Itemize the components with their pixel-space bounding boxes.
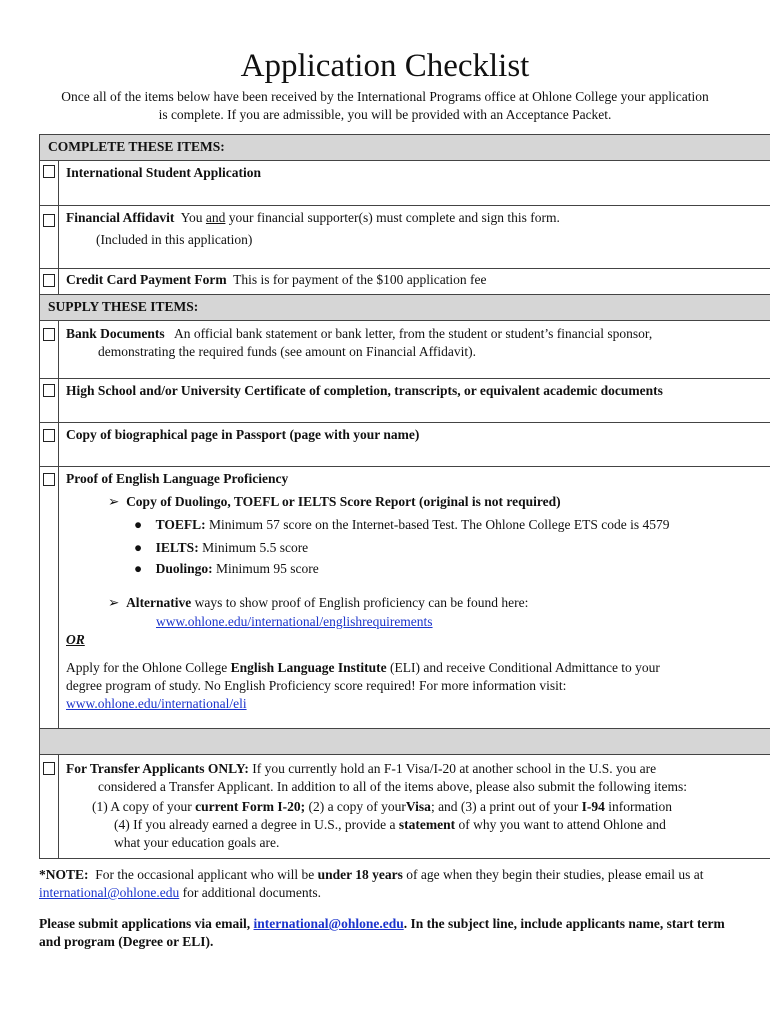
score-label: TOEFL: bbox=[155, 517, 206, 532]
email-link[interactable]: international@ohlone.edu bbox=[39, 885, 180, 900]
item-label: Bank Documents bbox=[66, 326, 165, 341]
item-passport bbox=[40, 423, 770, 467]
item-bank-documents bbox=[40, 321, 770, 379]
item-label: Copy of biographical page in Passport (page with your name) bbox=[66, 427, 420, 442]
item-text: (ELI) and receive Conditional Admittance to your bbox=[390, 660, 660, 675]
item-label: For Transfer Applicants ONLY: bbox=[66, 761, 249, 776]
english-requirements-link[interactable]: www.ohlone.edu/international/englishrequirements bbox=[156, 614, 433, 629]
item-label: International Student Application bbox=[66, 165, 262, 180]
item-subtext: (Included in this application) bbox=[96, 232, 253, 247]
item-text: ways to show proof of English proficiency can be found here: bbox=[194, 595, 529, 610]
spacer-row bbox=[40, 729, 770, 755]
item-text: You bbox=[180, 210, 203, 225]
score-label: Duolingo: bbox=[155, 561, 213, 576]
checkbox-international-application[interactable] bbox=[43, 165, 55, 178]
section-supply-header: SUPPLY THESE ITEMS: bbox=[40, 295, 770, 321]
under-18-note: *NOTE: For the occasional applicant who will be under 18 years of age when they begin their studies, please email us at international@ohlone.edu for additional documents. bbox=[39, 867, 704, 900]
bullet-icon: ● bbox=[134, 561, 143, 576]
checkbox-academic-documents[interactable] bbox=[43, 384, 55, 397]
eli-link[interactable]: www.ohlone.edu/international/eli bbox=[66, 696, 247, 711]
item-financial-affidavit bbox=[40, 206, 770, 269]
bullet-icon: ● bbox=[134, 517, 143, 532]
item-text: English Language Institute bbox=[230, 660, 387, 675]
item-transfer-applicants bbox=[40, 755, 770, 858]
arrow-bullet-icon: ➢ bbox=[108, 595, 120, 610]
submission-instructions: Please submit applications via email, international@ohlone.edu. In the subject line, include applicants name, start term and program (Degree or ELI). bbox=[39, 916, 725, 949]
checkbox-credit-card[interactable] bbox=[43, 274, 55, 287]
checkbox-bank-documents[interactable] bbox=[43, 328, 55, 341]
section-complete-header: COMPLETE THESE ITEMS: bbox=[40, 135, 770, 161]
item-text: demonstrating the required funds (see amount on Financial Affidavit). bbox=[98, 344, 477, 359]
item-label: Proof of English Language Proficiency bbox=[66, 471, 289, 486]
item-text: degree program of study. No English Proficiency score required! For more information visit: bbox=[66, 678, 567, 693]
score-label: IELTS: bbox=[155, 540, 199, 555]
submit-email-link[interactable]: international@ohlone.edu bbox=[253, 916, 404, 931]
transfer-list-item: (4) If you already earned a degree in U.S., provide a statement of why you want to attend Ohlone and bbox=[114, 817, 666, 832]
or-label: OR bbox=[66, 632, 85, 647]
checkbox-passport[interactable] bbox=[43, 429, 55, 442]
item-academic-documents bbox=[40, 379, 770, 423]
bullet-ielts bbox=[134, 539, 764, 557]
score-text: Minimum 95 score bbox=[216, 561, 319, 576]
item-credit-card bbox=[40, 269, 770, 295]
checkbox-english-proficiency[interactable] bbox=[43, 473, 55, 486]
transfer-list-item: what your education goals are. bbox=[114, 835, 280, 850]
intro-text: Once all of the items below have been received by the International Programs office at Ohlone College your application is complete. If you are admissible, you will be provided with an Acceptance Packet. bbox=[61, 89, 709, 122]
item-label: Credit Card Payment Form bbox=[66, 272, 227, 287]
item-text: Alternative bbox=[126, 595, 192, 610]
bullet-duolingo bbox=[134, 560, 764, 578]
item-label: High School and/or University Certificate of completion, transcripts, or equivalent academic documents bbox=[66, 383, 663, 398]
score-text: Minimum 57 score on the Internet-based Test. The Ohlone College ETS code is 4579 bbox=[209, 517, 670, 532]
item-text: An official bank statement or bank letter, from the student or student’s financial sponsor, bbox=[174, 326, 653, 341]
item-label: Financial Affidavit bbox=[66, 210, 175, 225]
score-text: Minimum 5.5 score bbox=[202, 540, 309, 555]
transfer-list-item: (1) A copy of your current Form I-20; (2) a copy of yourVisa; and (3) a print out of your I-94 information bbox=[92, 799, 673, 814]
page-title: Application Checklist bbox=[240, 48, 530, 85]
arrow-bullet-icon: ➢ bbox=[108, 494, 120, 509]
item-english-proficiency bbox=[40, 467, 770, 729]
checkbox-transfer-applicants[interactable] bbox=[43, 762, 55, 775]
bullet-toefl bbox=[134, 516, 764, 534]
item-text: If you currently hold an F-1 Visa/I-20 at another school in the U.S. you are bbox=[252, 761, 657, 776]
checklist-table bbox=[39, 134, 770, 859]
item-text: Copy of Duolingo, TOEFL or IELTS Score Report (original is not required) bbox=[126, 494, 561, 509]
item-text: your financial supporter(s) must complete and sign this form. bbox=[228, 210, 560, 225]
item-text: and bbox=[205, 210, 226, 225]
item-international-application bbox=[40, 161, 770, 206]
item-text: This is for payment of the $100 application fee bbox=[233, 272, 487, 287]
item-text: Apply for the Ohlone College bbox=[66, 660, 228, 675]
checkbox-financial-affidavit[interactable] bbox=[43, 214, 55, 227]
bullet-icon: ● bbox=[134, 540, 143, 555]
item-text: considered a Transfer Applicant. In addition to all of the items above, please also submit the following items: bbox=[98, 779, 688, 794]
